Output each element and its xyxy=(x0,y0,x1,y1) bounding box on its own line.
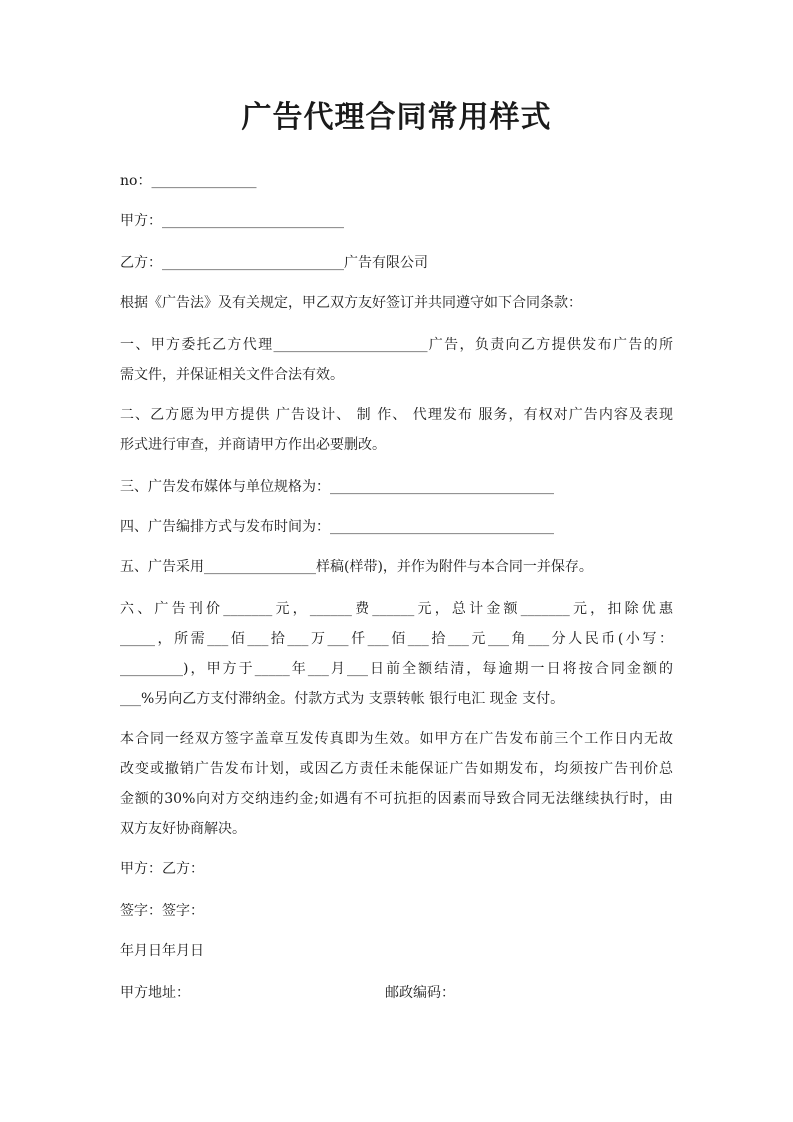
party-b-line: 乙方：__________________________广告有限公司 xyxy=(120,255,428,271)
party-a-address: 甲方地址： xyxy=(120,985,190,1001)
clause-6-line-3: _________)，甲方于_____年___月___日前全额结清，每逾期一日将按合同金额的 xyxy=(120,661,673,677)
clause-7-line-1: 本合同一经双方签字盖章互发传真即为生效。如甲方在广告发布前三个工作日内无故 xyxy=(120,731,673,747)
clause-7-line-4: 双方友好协商解决。 xyxy=(120,821,246,837)
clause-6-line-2: _____，所需___佰___拾___万___仟___佰___拾___元___角___分人民币(小写： xyxy=(120,631,673,647)
clause-1-line-1: 一、甲方委托乙方代理______________________广告，负责向乙方提供发布广告的所 xyxy=(120,337,673,353)
party-a-line: 甲方：__________________________ xyxy=(120,213,344,229)
contract-number-line: no：_______________ xyxy=(120,173,257,189)
clause-6-line-1: 六、广告刊价_______元，______费______元，总计金额_______元，扣除优惠 xyxy=(120,601,673,617)
clause-2-line-1: 二、乙方愿为甲方提供 广告设计、 制 作、 代理发布 服务，有权对广告内容及表现 xyxy=(120,407,673,423)
clause-5: 五、广告采用________________样稿(样带)，并作为附件与本合同一并保存。 xyxy=(120,559,593,575)
clause-4: 四、广告编排方式与发布时间为：________________________________ xyxy=(120,519,554,535)
postal-code: 邮政编码： xyxy=(385,985,455,1001)
signature-parties: 甲方：乙方： xyxy=(120,861,204,877)
clause-7-line-2: 改变或撤销广告发布计划，或因乙方责任未能保证广告如期发布，均须按广告刊价总 xyxy=(120,761,673,777)
signature-date: 年月日年月日 xyxy=(120,943,204,959)
document-title: 广告代理合同常用样式 xyxy=(241,100,552,135)
clause-2-line-2: 形式进行审查，并商请甲方作出必要删改。 xyxy=(120,437,386,453)
intro-paragraph: 根据《广告法》及有关规定，甲乙双方友好签订并共同遵守如下合同条款： xyxy=(120,295,582,311)
clause-7-line-3: 金额的30%向对方交纳违约金;如遇有不可抗拒的因素而导致合同无法继续执行时，由 xyxy=(120,791,673,807)
clause-3: 三、广告发布媒体与单位规格为：________________________________ xyxy=(120,479,554,495)
clause-6-line-4: ___%另向乙方支付滞纳金。付款方式为 支票转帐 银行电汇 现金 支付。 xyxy=(120,691,565,707)
signature-line: 签字：签字： xyxy=(120,903,204,919)
clause-1-line-2: 需文件，并保证相关文件合法有效。 xyxy=(120,367,344,383)
